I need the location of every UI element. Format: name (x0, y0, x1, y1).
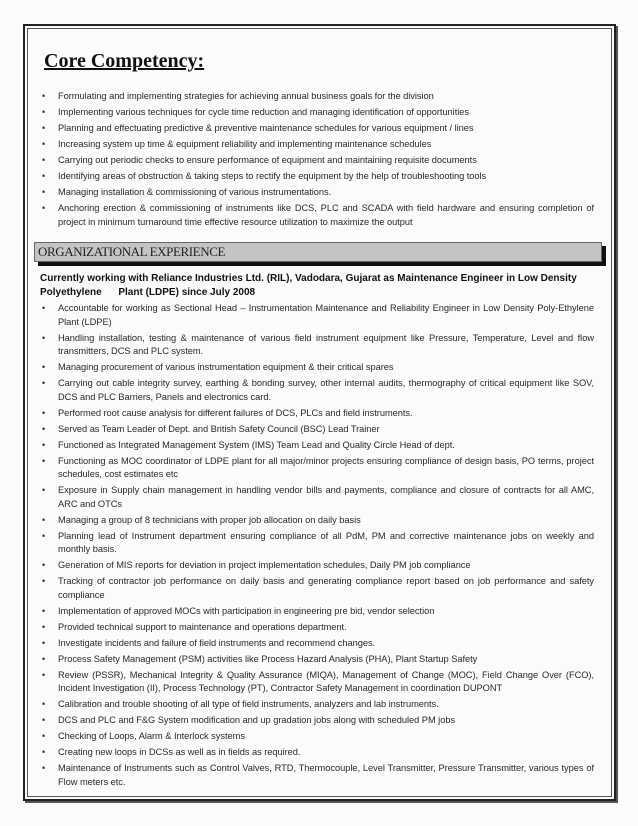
bullet-icon: • (42, 653, 46, 664)
bullet-icon: • (42, 303, 46, 313)
list-item-text: Provided technical support to maintenance and operations department. (58, 621, 347, 632)
experience-list (40, 302, 594, 792)
list-item-text: Planning and effectuating predictive & preventive maintenance schedules for various equipment / lines (58, 123, 474, 133)
list-item (40, 122, 594, 136)
bullet-icon: • (42, 669, 46, 680)
bullet-icon: • (42, 605, 46, 616)
list-item (40, 762, 594, 789)
bullet-icon: • (42, 407, 46, 418)
list-item (40, 669, 594, 696)
list-item (40, 170, 594, 184)
list-item-text: Performed root cause analysis for different failures of DCS, PLCs and field instruments. (58, 407, 413, 418)
bullet-icon: • (42, 203, 46, 213)
list-item-text: Checking of Loops, Alarm & Interlock systems (58, 731, 245, 741)
list-item-text: Managing a group of 8 technicians with proper job allocation on daily basis (58, 514, 361, 525)
bullet-icon: • (42, 187, 46, 197)
list-item-text: Carrying out periodic checks to ensure performance of equipment and maintaining requisite documents (58, 155, 477, 165)
bullet-icon: • (42, 576, 46, 586)
list-item (40, 730, 594, 744)
list-item-text: Tracking of contractor job performance on daily basis and generating compliance report based on job performance and safety compliance (58, 576, 594, 600)
list-item (40, 302, 594, 329)
section-header-organizational-experience (34, 242, 602, 262)
bullet-icon: • (42, 731, 46, 741)
list-item (40, 575, 594, 602)
list-item (40, 106, 594, 120)
bullet-icon: • (42, 139, 46, 149)
section-title: ORGANIZATIONAL EXPERIENCE (38, 244, 226, 259)
list-item (40, 423, 594, 437)
list-item-text: Anchoring erection & commissioning of instruments like DCS, PLC and SCADA with field hardware and ensuring completion of project in minimum turnaround time effective resource utilization to maximize the output (58, 203, 594, 227)
bullet-icon: • (42, 362, 46, 372)
list-item (40, 361, 594, 375)
list-item (40, 439, 594, 453)
list-item-text: Carrying out cable integrity survey, earthing & bonding survey, other internal audits, thermography of critical equipment like SOV, DCS and PLC Barriers, Panels and electronics card. (58, 378, 594, 402)
bullet-icon: • (42, 560, 46, 570)
bullet-icon: • (42, 423, 46, 434)
list-item-text: DCS and PLC and F&G System modification and up gradation jobs along with scheduled PM jobs (58, 715, 456, 725)
bullet-icon: • (42, 747, 46, 757)
list-item (40, 637, 594, 651)
list-item-text: Functioning as MOC coordinator of LDPE plant for all major/minor projects ensuring compliance of design basis, PO terms, project schedules, cost estimates etc (58, 455, 594, 479)
list-item (40, 154, 594, 168)
list-item (40, 714, 594, 728)
list-item-text: Served as Team Leader of Dept. and British Safety Council (BSC) Lead Trainer (58, 423, 380, 434)
core-competency-list (40, 90, 594, 232)
list-item-text: Managing procurement of various instrumentation equipment & their critical spares (58, 362, 394, 372)
list-item-text: Managing installation & commissioning of various instrumentations. (58, 187, 332, 197)
list-item (40, 407, 594, 421)
list-item-text: Maintenance of Instruments such as Control Valves, RTD, Thermocouple, Level Transmitter, Pressure Transmitter, various types of Flow meters etc. (58, 763, 594, 787)
bullet-icon: • (42, 439, 46, 450)
bullet-icon: • (42, 107, 46, 117)
list-item (40, 332, 594, 359)
bullet-icon: • (42, 514, 46, 525)
list-item-text: Formulating and implementing strategies for achieving annual business goals for the division (58, 91, 434, 101)
bullet-icon: • (42, 123, 46, 133)
bullet-icon: • (42, 378, 46, 388)
bullet-icon: • (42, 332, 46, 343)
list-item (40, 202, 594, 229)
list-item-text: Functioned as Integrated Management System (IMS) Team Lead and Quality Circle Head of dept. (58, 439, 455, 450)
list-item-text: Creating new loops in DCSs as well as in fields as required. (58, 747, 301, 757)
list-item (40, 455, 594, 482)
bullet-icon: • (42, 485, 46, 495)
list-item-text: Identifying areas of obstruction & taking steps to rectify the equipment by the help of troubleshooting tools (58, 171, 487, 181)
job-heading: Currently working with Reliance Industries Ltd. (RIL), Vadodara, Gujarat as Maintenance Engineer in Low Density Polyethylene Plant (LDPE) since July 2008 (40, 273, 580, 298)
bullet-icon: • (42, 155, 46, 165)
list-item (40, 698, 594, 712)
bullet-icon: • (42, 621, 46, 632)
list-item-text: Implementation of approved MOCs with participation in engineering pre bid, vendor selection (58, 605, 435, 616)
bullet-icon: • (42, 699, 46, 709)
list-item (40, 605, 594, 619)
list-item-text: Calibration and trouble shooting of all type of field instruments, analyzers and lab instruments. (58, 699, 439, 709)
list-item (40, 514, 594, 528)
list-item-text: Process Safety Management (PSM) activities like Process Hazard Analysis (PHA), Plant Startup Safety (58, 653, 478, 664)
list-item (40, 621, 594, 635)
list-item-text: Review (PSSR), Mechanical Integrity & Quality Assurance (MIQA), Management of Change (MOC), Field Change Over (FCO), Incident Investigation (II), Process Technology (PT), Contractor Safety Management in coordination DUPONT (58, 669, 594, 693)
list-item-text: Exposure in Supply chain management in handling vendor bills and payments, compliance and closure of contracts for all AMC, ARC and OTCs (58, 485, 594, 509)
list-item-text: Implementing various techniques for cycle time reduction and managing identification of opportunities (58, 107, 469, 117)
bullet-icon: • (42, 637, 46, 648)
bullet-icon: • (42, 763, 46, 773)
list-item (40, 90, 594, 104)
list-item (40, 653, 594, 667)
list-item (40, 484, 594, 511)
list-item (40, 746, 594, 760)
list-item-text: Accountable for working as Sectional Head – Instrumentation Maintenance and Reliability Engineer in Low Density Poly-Ethylene Plant (LDPE) (58, 303, 594, 327)
list-item-text: Planning lead of Instrument department ensuring compliance of all PdM, PM and corrective maintenance jobs on weekly and monthly basis. (58, 530, 594, 554)
list-item (40, 559, 594, 573)
bullet-icon: • (42, 171, 46, 181)
bullet-icon: • (42, 91, 46, 101)
list-item (40, 530, 594, 557)
list-item-text: Generation of MIS reports for deviation in project implementation schedules, Daily PM job compliance (58, 560, 471, 570)
bullet-icon: • (42, 715, 46, 725)
bullet-icon: • (42, 530, 46, 541)
list-item-text: Investigate incidents and failure of field instruments and recommend changes. (58, 637, 376, 648)
list-item (40, 186, 594, 200)
core-competency-title: Core Competency: (44, 50, 205, 72)
list-item-text: Increasing system up time & equipment reliability and implementing maintenance schedules (58, 139, 432, 149)
bullet-icon: • (42, 455, 46, 466)
list-item (40, 377, 594, 404)
list-item (40, 138, 594, 152)
list-item-text: Handling installation, testing & maintenance of various field instrument equipment like Pressure, Temperature, Level and flow transmitters, DCS and PLC system. (58, 332, 594, 356)
